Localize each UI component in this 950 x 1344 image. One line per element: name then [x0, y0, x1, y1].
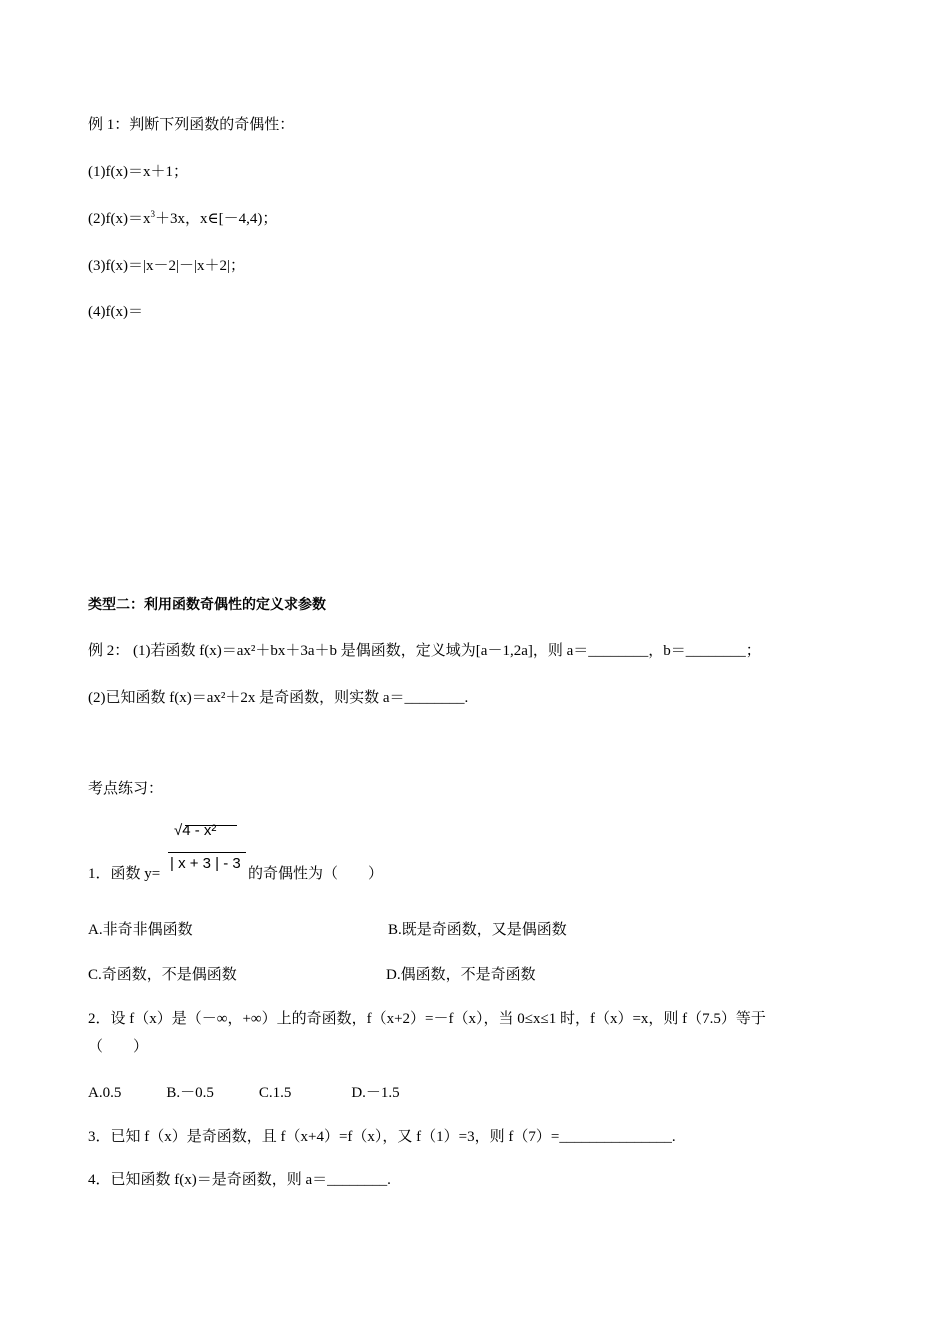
fraction-numerator: √4 - x² [174, 822, 217, 839]
example-1-title: 例 1：判断下列函数的奇偶性： [88, 117, 295, 133]
fraction-bar [168, 852, 246, 853]
sqrt-bar [185, 825, 237, 826]
question-2-options: A.0.5 B.－0.5 C.1.5 D.－1.5 [88, 1085, 400, 1101]
question-4: 4．已知函数 f(x)＝是奇函数，则 a＝________. [88, 1172, 391, 1188]
question-1-option-a: A.非奇非偶函数 [88, 922, 193, 938]
practice-title: 考点练习： [88, 781, 164, 797]
question-2-line-1: 2．设 f（x）是（－∞，+∞）上的奇函数，f（x+2）=－f（x），当 0≤x≤1 时，f（x）=x，则 f（7.5）等于 [88, 1011, 766, 1027]
question-3: 3．已知 f（x）是奇函数，且 f（x+4）=f（x），又 f（1）=3，则 f（7）=_______________. [88, 1129, 676, 1145]
example-1-item-2-tail: ＋3x，x∈[－4,4)； [154, 211, 278, 227]
example-2-part-1: 例 2： (1)若函数 f(x)＝ax²＋bx＋3a＋b 是偶函数，定义域为[a－1,2a]，则 a＝________，b＝________； [88, 643, 761, 659]
question-1-option-d: D.偶函数，不是奇函数 [386, 967, 536, 983]
example-1-item-2 [88, 209, 277, 229]
question-2-line-2: （ ） [88, 1039, 149, 1055]
fraction-denominator: | x + 3 | - 3 [170, 855, 241, 872]
example-1-item-1-text: (1)f(x)＝x＋1； [88, 164, 188, 180]
example-1-item-2-lead: (2)f(x)＝x [88, 211, 151, 227]
example-2-part-2: (2)已知函数 f(x)＝ax²＋2x 是奇函数，则实数 a＝________. [88, 690, 469, 706]
example-1-item-3: (3)f(x)＝|x－2|－|x＋2|； [88, 258, 245, 274]
example-1-item-4: (4)f(x)＝ [88, 304, 143, 320]
question-1-option-b: B.既是奇函数，又是偶函数 [388, 922, 567, 938]
exponent-3: 3 [150, 209, 155, 219]
example-1-item-1 [88, 162, 188, 182]
question-1-option-c: C.奇函数，不是偶函数 [88, 967, 237, 983]
section-title-type-2: 类型二：利用函数奇偶性的定义求参数 [88, 597, 326, 613]
question-1-tail: 的奇偶性为（ ） [248, 866, 384, 882]
question-1-lead: 1．函数 y= [88, 866, 161, 882]
